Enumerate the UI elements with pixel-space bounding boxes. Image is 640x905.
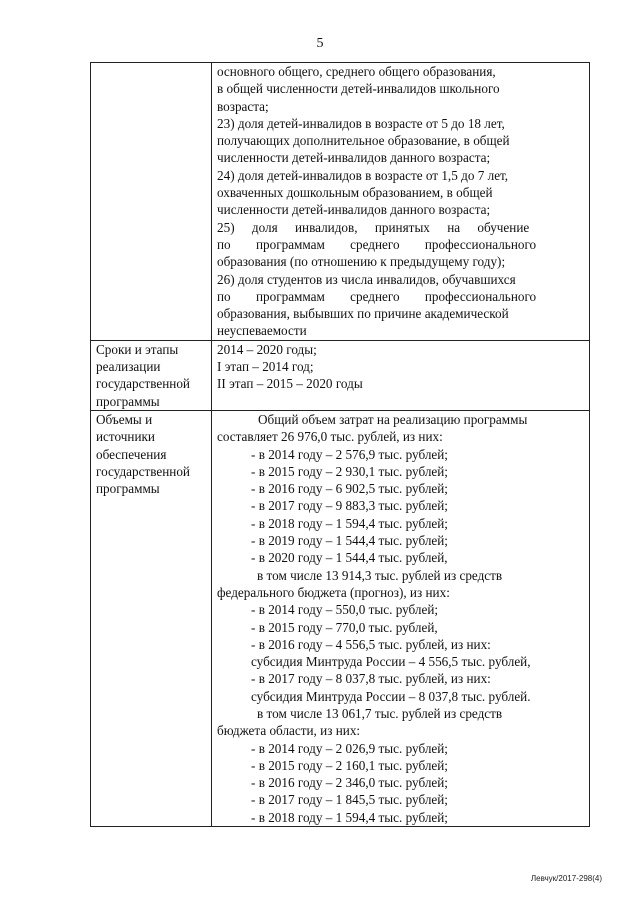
table-row [91, 340, 590, 410]
text-line: - в 2014 году – 2 576,9 тыс. рублей; [251, 446, 448, 462]
text-line: - в 2019 году – 1 544,4 тыс. рублей; [251, 533, 448, 549]
label-line: Сроки и этапы [96, 341, 179, 357]
text-line: образования, выбывших по причине академической [217, 306, 509, 322]
text-line: численности детей-инвалидов данного возраста; [217, 150, 491, 166]
text-line: - в 2020 году – 1 544,4 тыс. рублей, [251, 550, 448, 566]
text-line: - в 2016 году – 6 902,5 тыс. рублей; [251, 481, 448, 497]
row-label-cell [91, 340, 212, 410]
text-line: бюджета области, из них: [217, 723, 361, 739]
document-footer-code: Левчук/2017-298(4) [530, 874, 602, 883]
label-line: обеспечения [96, 446, 167, 462]
label-line: программы [96, 393, 160, 409]
text-line: - в 2017 году – 1 845,5 тыс. рублей; [251, 792, 448, 808]
text-line: 2014 – 2020 годы; [217, 341, 317, 357]
text-line: в общей численности детей-инвалидов школьного [217, 81, 500, 97]
program-passport-table [90, 62, 590, 827]
text-line: - в 2017 году – 9 883,3 тыс. рублей; [251, 498, 448, 514]
text-line: в том числе 13 061,7 тыс. рублей из средств [257, 705, 503, 721]
text-line: охваченных дошкольным образованием, в общей [217, 185, 493, 201]
text-line: - в 2015 году – 770,0 тыс. рублей, [251, 619, 438, 635]
text-line: - в 2018 году – 1 594,4 тыс. рублей; [251, 515, 448, 531]
text-line: субсидия Минтруда России – 8 037,8 тыс. рублей. [251, 688, 531, 704]
text-line: федерального бюджета (прогноз), из них: [217, 584, 450, 600]
row-label-cell [91, 410, 212, 826]
label-line: реализации [96, 359, 161, 375]
text-line: 23) доля детей-инвалидов в возрасте от 5 до 18 лет, [217, 115, 505, 131]
text-line: по программам среднего профессионального [217, 288, 537, 304]
text-line: по программам среднего профессионального [217, 236, 537, 252]
table-row [91, 63, 590, 341]
text-line: получающих дополнительное образование, в общей [217, 133, 510, 149]
label-line: государственной [96, 376, 190, 392]
text-line: II этап – 2015 – 2020 годы [217, 376, 363, 392]
label-line: программы [96, 481, 160, 497]
text-line: I этап – 2014 год; [217, 359, 314, 375]
text-line: - в 2015 году – 2 160,1 тыс. рублей; [251, 757, 448, 773]
label-line: источники [96, 429, 155, 445]
text-line: - в 2014 году – 2 026,9 тыс. рублей; [251, 740, 448, 756]
text-line: - в 2015 году – 2 930,1 тыс. рублей; [251, 463, 448, 479]
text-line: 26) доля студентов из числа инвалидов, обучавшихся [217, 271, 516, 287]
terms-cell [212, 340, 590, 410]
text-line: - в 2018 году – 1 594,4 тыс. рублей; [251, 809, 448, 825]
text-line: возраста; [217, 98, 269, 114]
text-line: 25) доля инвалидов, принятых на обучение [217, 219, 530, 235]
text-line: Общий объем затрат на реализацию программы [258, 411, 528, 427]
text-line: основного общего, среднего общего образования, [217, 64, 496, 79]
page-number: 5 [316, 36, 324, 51]
table-row [91, 410, 590, 826]
text-line: субсидия Минтруда России – 4 556,5 тыс. рублей, [251, 654, 531, 670]
text-line: - в 2016 году – 2 346,0 тыс. рублей; [251, 775, 448, 791]
text-line: неуспеваемости [217, 323, 307, 339]
label-line: Объемы и [96, 411, 153, 427]
text-line: - в 2014 году – 550,0 тыс. рублей; [251, 602, 439, 618]
funding-cell [212, 410, 590, 826]
indicators-cell [212, 63, 590, 341]
text-line: составляет 26 976,0 тыс. рублей, из них: [217, 429, 443, 445]
text-line: 24) доля детей-инвалидов в возрасте от 1,5 до 7 лет, [217, 167, 509, 183]
text-line: образования (по отношению к предыдущему году); [217, 254, 506, 270]
text-line: в том числе 13 914,3 тыс. рублей из средств [257, 567, 503, 583]
label-line: государственной [96, 463, 190, 479]
text-line: - в 2017 году – 8 037,8 тыс. рублей, из них: [251, 671, 491, 687]
row-label-cell [91, 63, 212, 341]
text-line: численности детей-инвалидов данного возраста; [217, 202, 491, 218]
text-line: - в 2016 году – 4 556,5 тыс. рублей, из них: [251, 636, 491, 652]
